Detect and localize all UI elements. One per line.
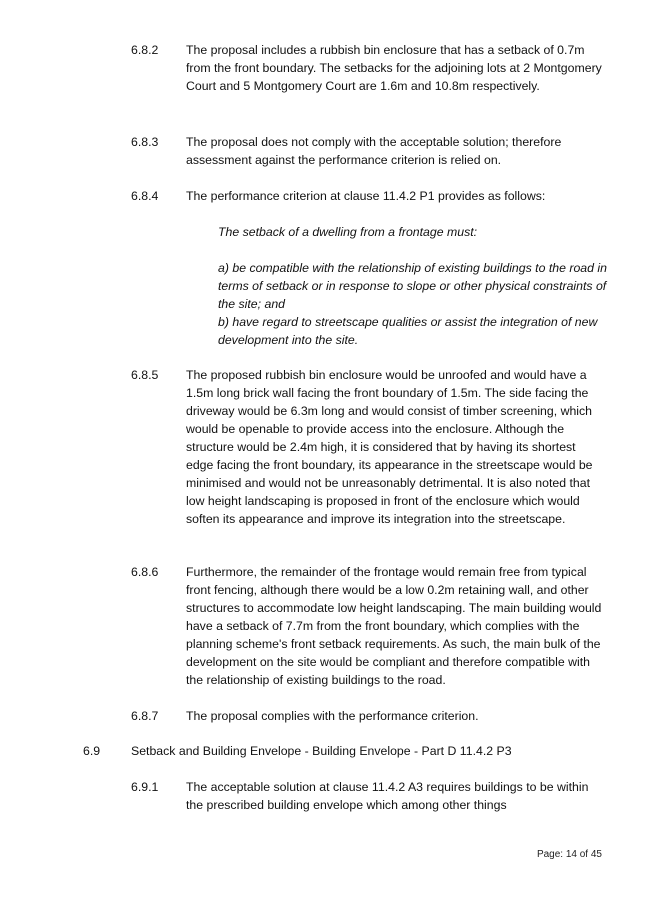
paragraph-number: 6.8.3 <box>131 135 159 149</box>
paragraph-number: 6.8.7 <box>131 709 159 723</box>
page-number: Page: 14 of 45 <box>536 849 602 860</box>
quote-item-b: b) have regard to streetscape qualities or assist the integration of new development into the site. <box>218 315 598 347</box>
paragraph-text: The proposal complies with the performance criterion. <box>186 709 479 723</box>
quote-item-a: a) be compatible with the relationship of existing buildings to the road in terms of setback or in response to slope or other physical constraints of the site; and <box>218 261 607 311</box>
paragraph-text: The proposed rubbish bin enclosure would be unroofed and would have a 1.5m long brick wall facing the front boundary of 1.5m. The side facing the driveway would be 6.3m long and would consist of timber screening, which would be openable to provide access into the enclosure. Although the structure would be 2.4m high, it is considered that by having its shortest edge facing the front boundary, its appearance in the streetscape would be minimised and would not be unreasonably detrimental. It is also noted that low height landscaping is proposed in front of the enclosure which would soften its appearance and improve its integration into the streetscape. <box>186 368 593 526</box>
section-heading-6-9 <box>83 742 613 760</box>
paragraph-text: The proposal does not comply with the acceptable solution; therefore assessment against the performance criterion is relied on. <box>186 135 562 167</box>
paragraph-6-8-5 <box>131 366 606 528</box>
paragraph-text: Furthermore, the remainder of the frontage would remain free from typical front fencing, although there would be a low 0.2m retaining wall, and other structures to accommodate low height landscaping. The main building would have a setback of 7.7m from the front boundary, which complies with the planning scheme's front setback requirements. As such, the main bulk of the development on the site would be compliant and therefore compatible with the relationship of existing buildings to the road. <box>186 565 602 687</box>
quote-intro: The setback of a dwelling from a frontage must: <box>218 225 478 239</box>
paragraph-6-8-2 <box>131 41 606 95</box>
paragraph-number: 6.8.4 <box>131 189 159 203</box>
section-number: 6.9 <box>83 744 101 758</box>
section-title: Setback and Building Envelope - Building Envelope - Part D 11.4.2 P3 <box>131 744 512 758</box>
paragraph-text: The performance criterion at clause 11.4.2 P1 provides as follows: <box>186 189 546 203</box>
paragraph-6-9-1 <box>131 778 606 814</box>
paragraph-6-8-3 <box>131 133 606 169</box>
paragraph-number: 6.9.1 <box>131 780 159 794</box>
paragraph-number: 6.8.6 <box>131 565 159 579</box>
paragraph-6-8-7 <box>131 707 606 725</box>
paragraph-6-8-4 <box>131 187 606 205</box>
paragraph-text: The acceptable solution at clause 11.4.2 A3 requires buildings to be within the prescribed building envelope which among other things <box>186 780 589 812</box>
paragraph-number: 6.8.5 <box>131 368 159 382</box>
paragraph-text: The proposal includes a rubbish bin enclosure that has a setback of 0.7m from the front boundary. The setbacks for the adjoining lots at 2 Montgomery Court and 5 Montgomery Court are 1.6m and 10.8m respectively. <box>186 43 602 93</box>
paragraph-number: 6.8.2 <box>131 43 159 57</box>
paragraph-6-8-6 <box>131 563 606 689</box>
